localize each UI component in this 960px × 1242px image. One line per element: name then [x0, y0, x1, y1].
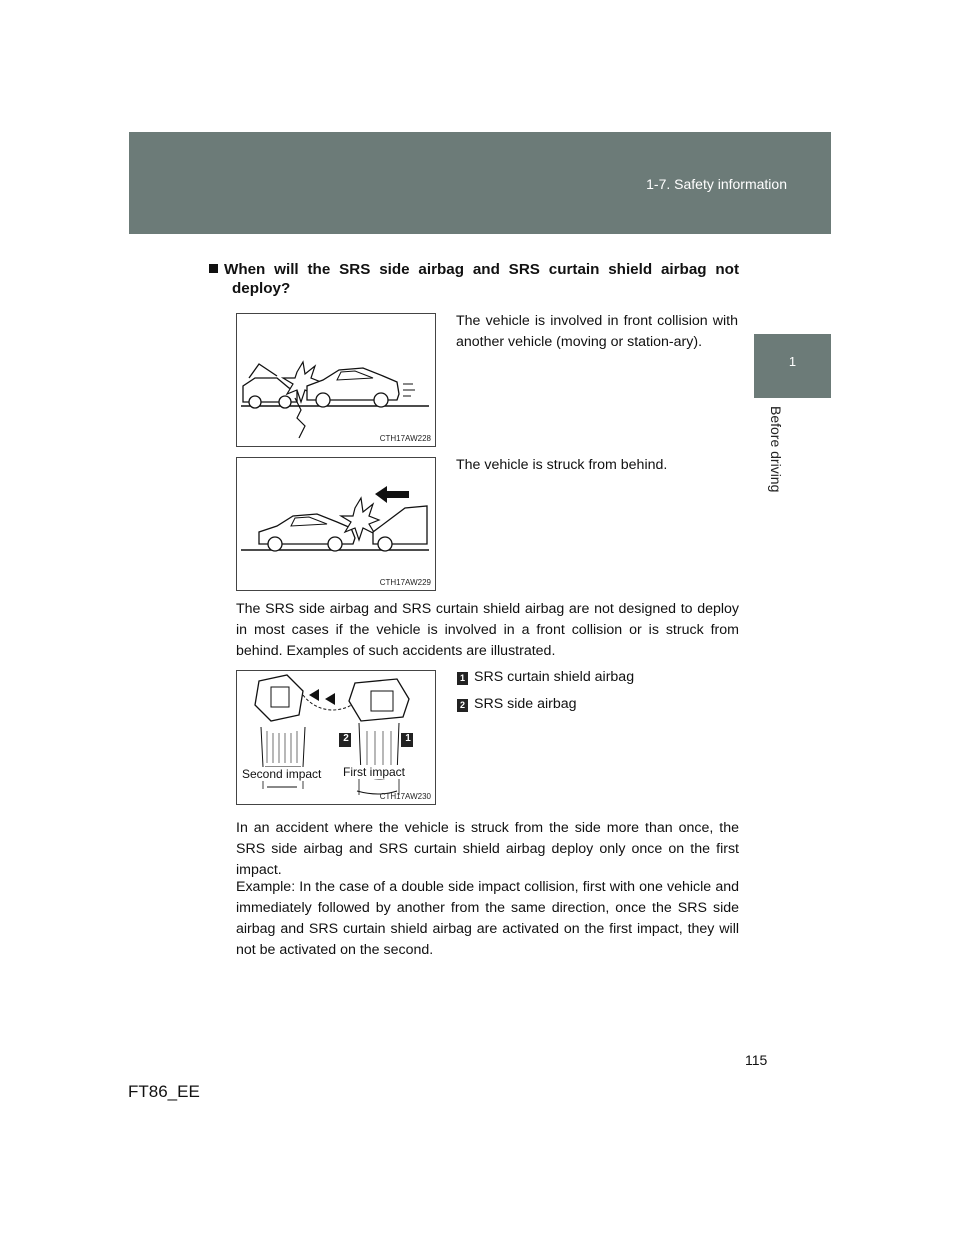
chapter-label-text: Before driving	[768, 406, 784, 493]
legend-text-2: SRS side airbag	[474, 696, 577, 712]
badge-1: 1	[405, 733, 411, 744]
figure-rear-collision	[236, 457, 436, 591]
header-bar	[129, 132, 831, 234]
section-title: 1-7. Safety information	[646, 176, 787, 192]
legend-text-1: SRS curtain shield airbag	[474, 669, 635, 685]
figure-front-collision	[236, 313, 436, 447]
item-rear-collision-text: The vehicle is struck from behind.	[456, 457, 668, 473]
figure-code: CTH17AW230	[379, 792, 431, 801]
footer-code: FT86_EE	[128, 1082, 200, 1101]
badge-2: 2	[343, 733, 349, 744]
page-number: 115	[745, 1052, 768, 1068]
rear-collision-illustration	[237, 458, 435, 590]
label-first-impact: First impact	[343, 765, 406, 779]
paragraph-not-designed: The SRS side airbag and SRS curtain shield airbag are not designed to deploy in most cases if the vehicle is involved in a front collision or is struck from behind. Examples of such accidents are illustrated.	[236, 601, 739, 659]
figure-double-side-impact	[236, 670, 436, 805]
label-second-impact: Second impact	[242, 767, 322, 781]
paragraph-multiple-impacts: In an accident where the vehicle is struck from the side more than once, the SRS side airbag and SRS curtain shield airbag deploy only once on the first impact.	[236, 820, 739, 878]
item-front-collision-text: The vehicle is involved in front collision with another vehicle (moving or station-ary).	[456, 313, 738, 350]
legend-item-2	[457, 696, 577, 712]
question-heading	[209, 259, 739, 280]
figure-code: CTH17AW229	[379, 578, 431, 587]
legend-item-1	[457, 669, 634, 685]
chapter-number: 1	[788, 354, 797, 369]
chapter-tab	[754, 334, 831, 398]
legend-badge-2: 2	[457, 699, 468, 712]
legend-badge-1: 1	[457, 672, 468, 685]
heading-line1: When will the SRS side airbag and SRS curtain shield airbag not	[224, 261, 739, 278]
chapter-label	[770, 406, 810, 506]
figure-code: CTH17AW228	[379, 434, 431, 443]
square-bullet-icon	[209, 264, 218, 273]
front-collision-illustration	[237, 314, 435, 446]
paragraph-example: Example: In the case of a double side impact collision, first with one vehicle and immediately followed by another from the same direction, once the SRS side airbag and SRS curtain shield airbag are activated on the first impact, they will not be activated on the second.	[236, 879, 739, 958]
heading-line2: deploy?	[232, 280, 291, 297]
